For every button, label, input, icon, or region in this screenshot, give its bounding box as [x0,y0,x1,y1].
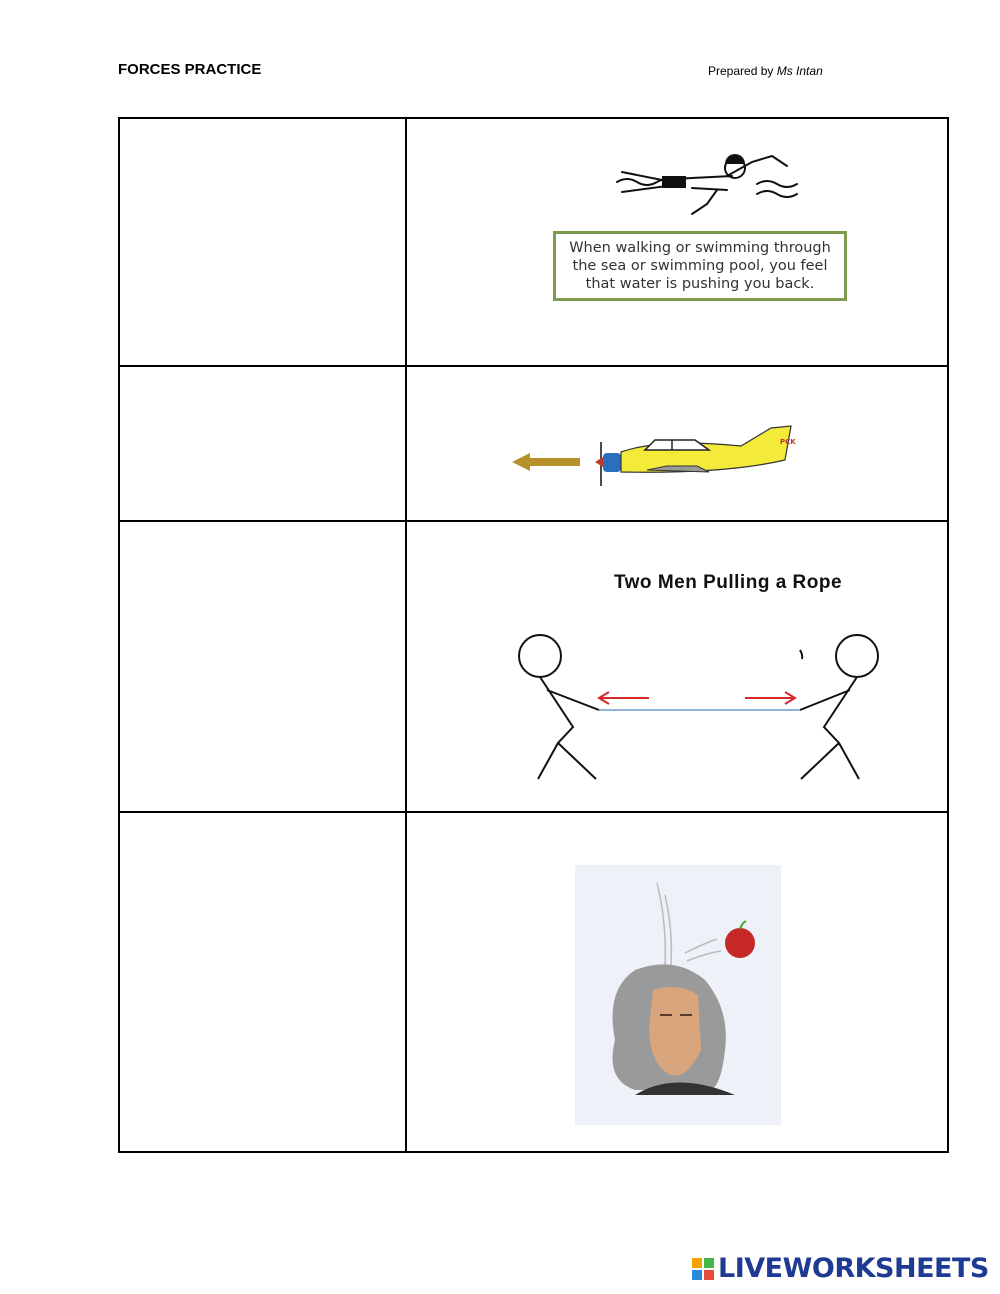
worksheet-table [118,117,949,1153]
page-title: FORCES PRACTICE [118,61,262,78]
right-arrow-icon [745,692,795,704]
figure-cell-1 [406,118,948,366]
table-row [119,812,948,1152]
left-arrow-icon [599,692,649,704]
swimming-caption-box: When walking or swimming through the sea or swimming pool, you feel that water is pushing you back. [553,231,847,301]
rope-pull-illustration [517,632,887,787]
table-row [119,521,948,812]
airplane-illustration [507,422,807,492]
figure-cell-3 [406,521,948,812]
answer-cell-4[interactable] [119,812,406,1152]
table-row [119,366,948,521]
author-name: Ms Intan [776,64,823,78]
left-arrow-icon [512,453,580,471]
answer-cell-3[interactable] [119,521,406,812]
logo-text: LIVEWORKSHEETS [718,1253,989,1284]
rope-figure-title: Two Men Pulling a Rope [613,572,843,593]
prepared-by [708,64,823,78]
table-row [119,118,948,366]
figure-cell-2 [406,366,948,521]
swimmer-illustration [607,154,817,219]
newton-apple-illustration [575,865,781,1125]
prepared-prefix: Prepared by [708,64,777,78]
liveworksheets-logo [692,1253,989,1284]
figure-cell-4 [406,812,948,1152]
svg-text:PCK: PCK [780,438,796,446]
answer-cell-2[interactable] [119,366,406,521]
logo-mark-icon [692,1258,714,1280]
answer-cell-1[interactable] [119,118,406,366]
